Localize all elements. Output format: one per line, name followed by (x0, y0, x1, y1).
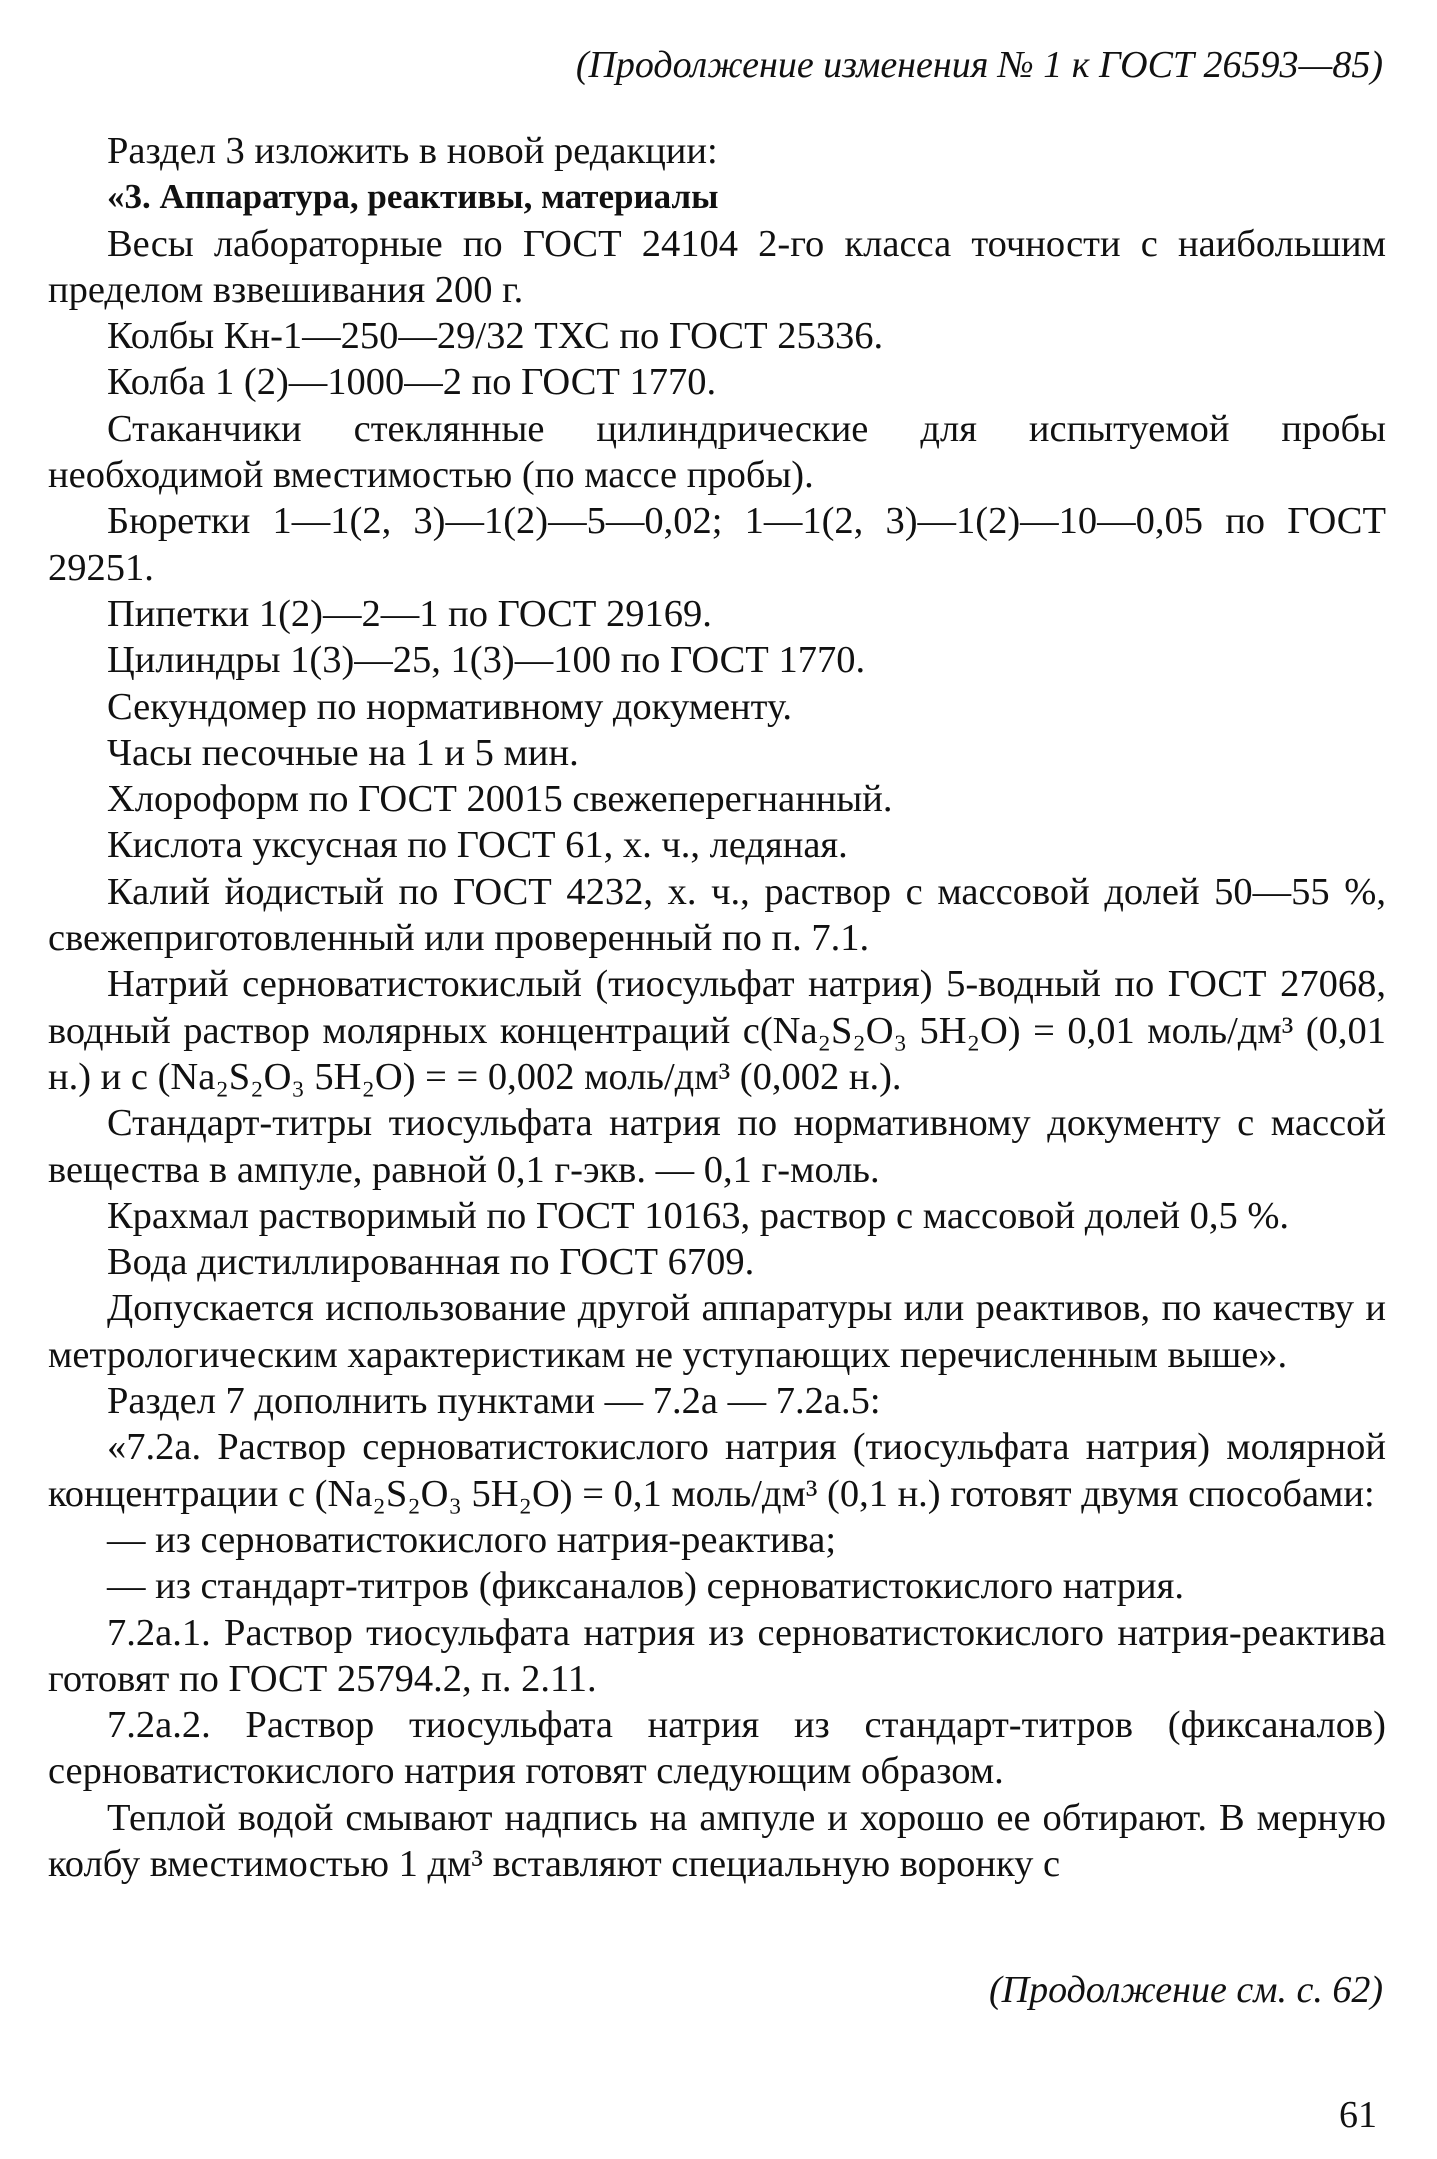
paragraph: Хлороформ по ГОСТ 20015 свежеперегнанный. (107, 778, 893, 821)
paragraph: «7.2а. Раствор серноватистокислого натрия (тиосульфата натрия) молярной концентрации c (Na₂S₂O₃ 5H₂O) = 0,1 моль/дм³ (0,1 н.) готовят двумя способами: (48, 1426, 1386, 1515)
paragraph: — из стандарт-титров (фиксаналов) серноватистокислого натрия. (107, 1565, 1184, 1608)
paragraph: Теплой водой смывают надпись на ампуле и хорошо ее обтирают. В мерную колбу вместимостью 1 дм³ вставляют специальную воронку с (48, 1796, 1386, 1885)
paragraph: Секундомер по нормативному документу. (107, 685, 792, 728)
paragraph: 7.2а.1. Раствор тиосульфата натрия из серноватистокислого натрия-реактива готовят по ГОСТ 25794.2, п. 2.11. (48, 1611, 1386, 1700)
paragraph: Калий йодистый по ГОСТ 4232, х. ч., раствор с массовой долей 50—55 %, свежеприготовленный или проверенный по п. 7.1. (48, 870, 1386, 960)
paragraph: Цилиндры 1(3)—25, 1(3)—100 по ГОСТ 1770. (107, 639, 866, 682)
paragraph: Весы лабораторные по ГОСТ 24104 2-го класса точности с наибольшим пределом взвешивания 200 г. (48, 222, 1386, 311)
section-heading: «3. Аппаратура, реактивы, материалы (107, 177, 719, 217)
paragraph: Кислота уксусная по ГОСТ 61, х. ч., ледяная. (107, 824, 848, 867)
paragraph: Допускается использование другой аппаратуры или реактивов, по качеству и метрологическим характеристикам не уступающих перечисленным выше». (48, 1287, 1386, 1376)
continuation-note: (Продолжение см. с. 62) (988, 1969, 1383, 2011)
paragraph: Колбы Кн-1—250—29/32 ТХС по ГОСТ 25336. (107, 315, 884, 358)
paragraph: 7.2а.2. Раствор тиосульфата натрия из стандарт-титров (фиксаналов) серноватистокислого натрия готовят следующим образом. (48, 1704, 1386, 1793)
paragraph: Вода дистиллированная по ГОСТ 6709. (107, 1241, 755, 1284)
paragraph: Бюретки 1—1(2, 3)—1(2)—5—0,02; 1—1(2, 3)—1(2)—10—0,05 по ГОСТ 29251. (48, 500, 1386, 589)
paragraph: Натрий серноватистокислый (тиосульфат натрия) 5-водный по ГОСТ 27068, водный раствор молярных концентраций c(Na₂S₂O₃ 5H₂O) = 0,01 моль/дм³ (0,01 н.) и c (Na₂S₂O₃ 5H₂O) = = 0,002 моль/дм³ (0,002 н.). (48, 963, 1386, 1098)
paragraph: Колба 1 (2)—1000—2 по ГОСТ 1770. (107, 361, 717, 404)
paragraph: Стандарт-титры тиосульфата натрия по нормативному документу с массой вещества в ампуле, равной 0,1 г-экв. — 0,1 г-моль. (48, 1102, 1386, 1191)
paragraph: — из серноватистокислого натрия-реактива; (107, 1518, 837, 1561)
paragraph: Раздел 3 изложить в новой редакции: (107, 130, 718, 172)
paragraph: Часы песочные на 1 и 5 мин. (107, 731, 579, 774)
paragraph: Раздел 7 дополнить пунктами — 7.2а — 7.2а.5: (107, 1380, 881, 1423)
paragraph: Пипетки 1(2)—2—1 по ГОСТ 29169. (107, 592, 712, 635)
page-number: 61 (1339, 2094, 1377, 2136)
document-body (48, 128, 1386, 1887)
paragraph: Стаканчики стеклянные цилиндрические для испытуемой пробы необходимой вместимостью (по массе пробы). (48, 407, 1386, 497)
paragraph: Крахмал растворимый по ГОСТ 10163, раствор с массовой долей 0,5 %. (107, 1194, 1290, 1237)
running-header: (Продолжение изменения № 1 к ГОСТ 26593—85) (575, 44, 1383, 86)
